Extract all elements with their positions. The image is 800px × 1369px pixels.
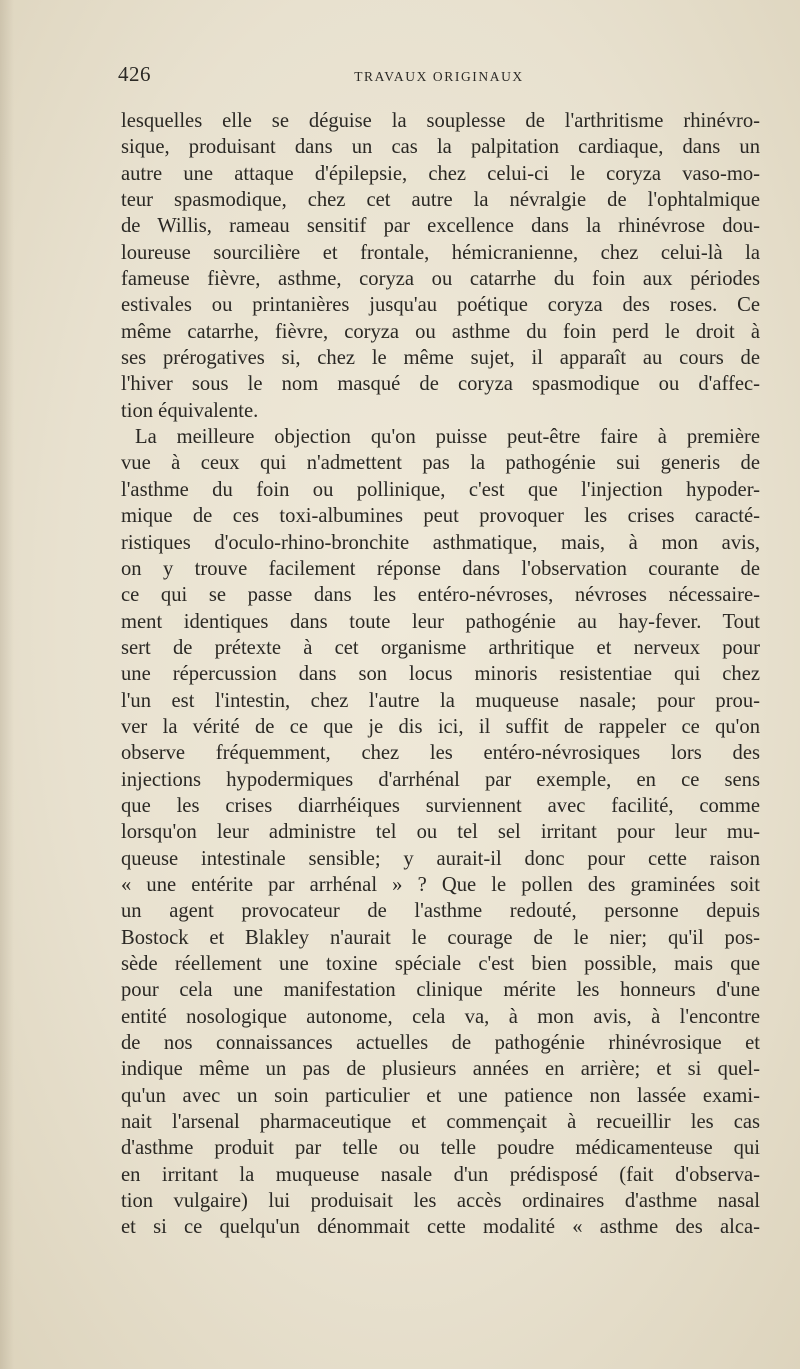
text-line: sède réellement une toxine spéciale c'est bien possible, mais que	[121, 953, 760, 975]
text-line: on y trouve facilement réponse dans l'observation courante de	[121, 557, 760, 580]
text-line: injections hypodermiques d'arrhénal par exemple, en ce sens	[121, 768, 760, 791]
text-line: lorsqu'on leur administre tel ou tel sel irritant pour leur mu-	[121, 821, 760, 844]
text-line: qu'un avec un soin particulier et une patience non lassée exami-	[121, 1084, 760, 1107]
text-line: ver la vérité de ce que je dis ici, il suffit de rappeler ce qu'on	[121, 715, 760, 738]
text-line: une répercussion dans son locus minoris resistentiae qui chez	[121, 663, 760, 686]
running-header	[118, 62, 760, 90]
text-line: un agent provocateur de l'asthme redouté, personne depuis	[121, 900, 760, 923]
text-line: Bostock et Blakley n'aurait le courage de le nier; qu'il pos-	[121, 926, 760, 949]
text-line: ment identiques dans toute leur pathogénie au hay-fever. Tout	[121, 610, 760, 633]
text-line: mique de ces toxi-albumines peut provoquer les crises caracté-	[121, 505, 760, 528]
text-line: lesquelles elle se déguise la souplesse de l'arthritisme rhinévro-	[121, 110, 760, 132]
text-line: indique même un pas de plusieurs années en arrière; et si quel-	[121, 1058, 760, 1081]
body-text	[121, 108, 760, 1241]
text-line: estivales ou printanières jusqu'au poétique coryza des roses. Ce	[121, 294, 760, 317]
text-line: d'asthme produit par telle ou telle poudre médicamenteuse qui	[121, 1137, 760, 1160]
text-line: que les crises diarrhéiques surviennent avec facilité, comme	[121, 794, 760, 817]
text-line: en irritant la muqueuse nasale d'un prédisposé (fait d'observa-	[121, 1163, 760, 1186]
text-line: autre une attaque d'épilepsie, chez celui-ci le coryza vaso-mo-	[121, 162, 760, 185]
text-line: l'un est l'intestin, chez l'autre la muqueuse nasale; pour prou-	[121, 689, 760, 712]
text-line: sert de prétexte à cet organisme arthritique et nerveux pour	[121, 636, 760, 659]
text-line: et si ce quelqu'un dénommait cette modalité « asthme des alca-	[121, 1216, 760, 1239]
text-line: observe fréquemment, chez les entéro-névrosiques lors des	[121, 742, 760, 765]
paragraph-first-line: La meilleure objection qu'on puisse peut-être faire à première	[135, 426, 760, 449]
text-line: l'asthme du foin ou pollinique, c'est que l'injection hypoder-	[121, 478, 760, 501]
text-line: pour cela une manifestation clinique mérite les honneurs d'une	[121, 979, 760, 1002]
text-line: fameuse fièvre, asthme, coryza ou catarrhe du foin aux périodes	[121, 268, 760, 291]
running-title: TRAVAUX ORIGINAUX	[354, 69, 524, 84]
text-line: ristiques d'oculo-rhino-bronchite asthmatique, mais, à mon avis,	[121, 531, 760, 554]
text-line: vue à ceux qui n'admettent pas la pathogénie sui generis de	[121, 452, 760, 475]
text-line: ses prérogatives si, chez le même sujet, il apparaît au cours de	[121, 347, 760, 370]
text-line: tion vulgaire) lui produisait les accès ordinaires d'asthme nasal	[121, 1190, 760, 1213]
page-edge-shadow	[0, 0, 14, 1369]
text-line: queuse intestinale sensible; y aurait-il donc pour cette raison	[121, 847, 760, 870]
text-line: de Willis, rameau sensitif par excellence dans la rhinévrose dou-	[121, 215, 760, 238]
text-line: sique, produisant dans un cas la palpitation cardiaque, dans un	[121, 136, 760, 159]
text-line: entité nosologique autonome, cela va, à mon avis, à l'encontre	[121, 1005, 760, 1028]
text-line: « une entérite par arrhénal » ? Que le pollen des graminées soit	[121, 873, 760, 896]
text-line: loureuse sourcilière et frontale, hémicranienne, chez celui-là la	[121, 241, 760, 264]
text-line: ce qui se passe dans les entéro-névroses, névroses nécessaire-	[121, 584, 760, 607]
text-line: l'hiver sous le nom masqué de coryza spasmodique ou d'affec-	[121, 373, 760, 396]
text-line: teur spasmodique, chez cet autre la névralgie de l'ophtalmique	[121, 189, 760, 212]
text-line: nait l'arsenal pharmaceutique et commençait à recueillir les cas	[121, 1111, 760, 1134]
page-number: 426	[118, 62, 151, 86]
text-line: même catarrhe, fièvre, coryza ou asthme du foin perd le droit à	[121, 320, 760, 343]
text-line: de nos connaissances actuelles de pathogénie rhinévrosique et	[121, 1032, 760, 1055]
paragraph-last-line: tion équivalente.	[121, 399, 259, 422]
